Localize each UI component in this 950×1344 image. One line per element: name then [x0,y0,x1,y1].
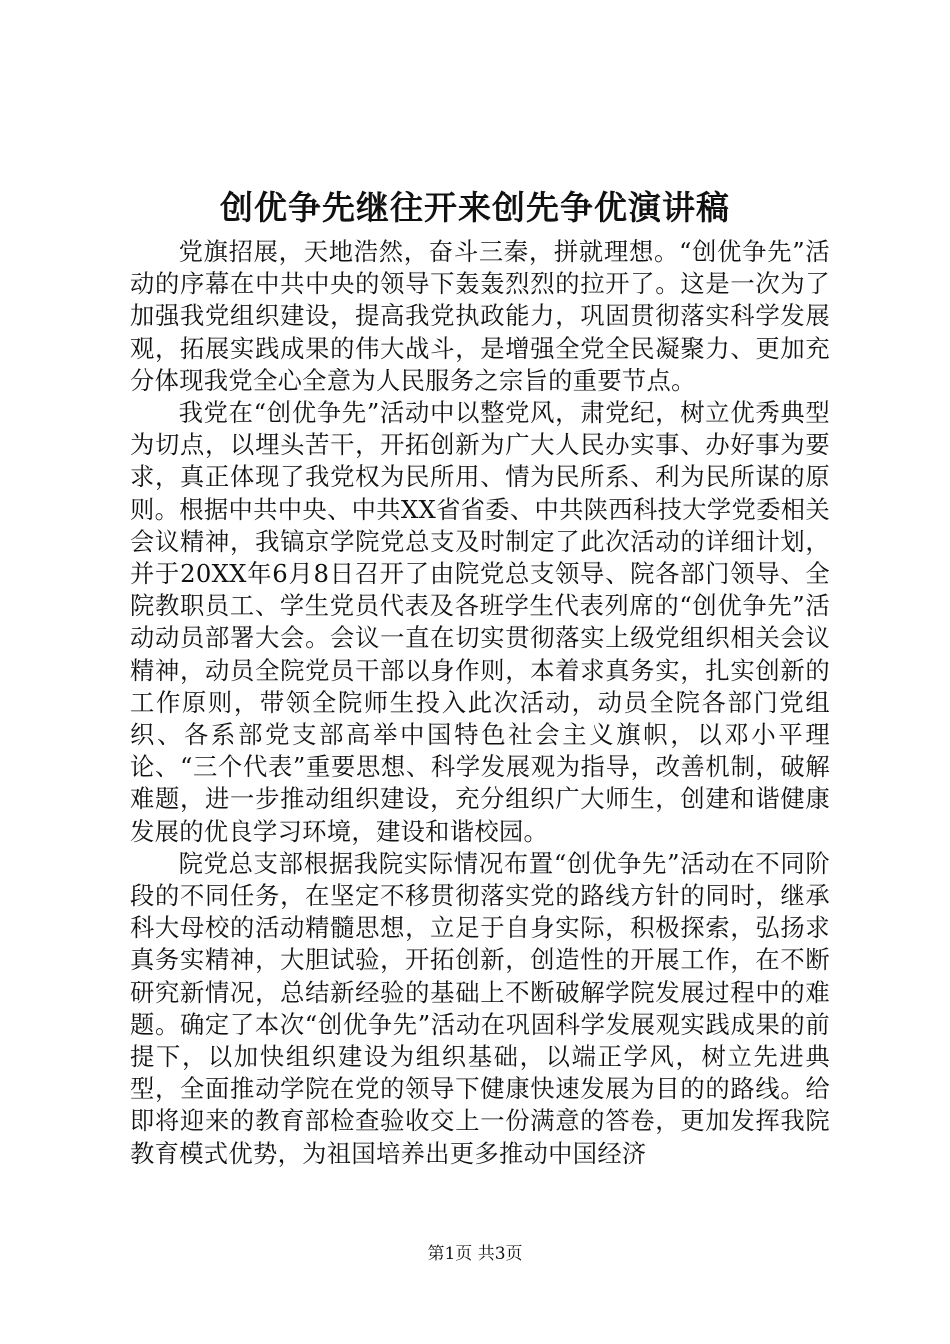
paragraph-2: 我党在“创优争先”活动中以整党风，肃党纪，树立优秀典型为切点，以埋头苦干，开拓创新为广大人民办实事、办好事为要求，真正体现了我党权为民所用、情为民所系、利为民所谋的原则。根据中共中央、中共XX省省委、中共陕西科技大学党委相关会议精神，我镐京学院党总支及时制定了此次活动的详细计划，并于20XX年6月8日召开了由院党总支领导、院各部门领导、全院教职员工、学生党员代表及各班学生代表列席的“创优争先”活动动员部署大会。会议一直在切实贯彻落实上级党组织相关会议精神，动员全院党员干部以身作则，本着求真务实，扎实创新的工作原则，带领全院师生投入此次活动，动员全院各部门党组织、各系部党支部高举中国特色社会主义旗帜，以邓小平理论、“三个代表”重要思想、科学发展观为指导，改善机制，破解难题，进一步推动组织建设，充分组织广大师生，创建和谐健康发展的优良学习环境，建设和谐校园。 [130,398,830,846]
page-title: 创优争先继往开来创先争优演讲稿 [220,188,730,227]
paragraph-1: 党旗招展，天地浩然，奋斗三秦，拼就理想。“创优争先”活动的序幕在中共中央的领导下轰轰烈烈的拉开了。这是一次为了加强我党组织建设，提高我党执政能力，巩固贯彻落实科学发展观，拓展实践成果的伟大战斗，是增强全党全民凝聚力、更加充分体现我党全心全意为人民服务之宗旨的重要节点。 [130,237,830,395]
page-number: 第1页 共3页 [427,1244,523,1264]
document-body [130,236,830,1170]
paragraph-3: 院党总支部根据我院实际情况布置“创优争先”活动在不同阶段的不同任务，在坚定不移贯彻落实党的路线方针的同时，继承科大母校的活动精髓思想，立足于自身实际，积极探索，弘扬求真务实精神，大胆试验，开拓创新，创造性的开展工作，在不断研究新情况，总结新经验的基础上不断破解学院发展过程中的难题。确定了本次“创优争先”活动在巩固科学发展观实践成果的前提下，以加快组织建设为组织基础，以端正学风，树立先进典型，全面推动学院在党的领导下健康快速发展为目的的路线。给即将迎来的教育部检查验收交上一份满意的答卷，更加发挥我院教育模式优势，为祖国培养出更多推动中国经济 [130,848,830,1168]
